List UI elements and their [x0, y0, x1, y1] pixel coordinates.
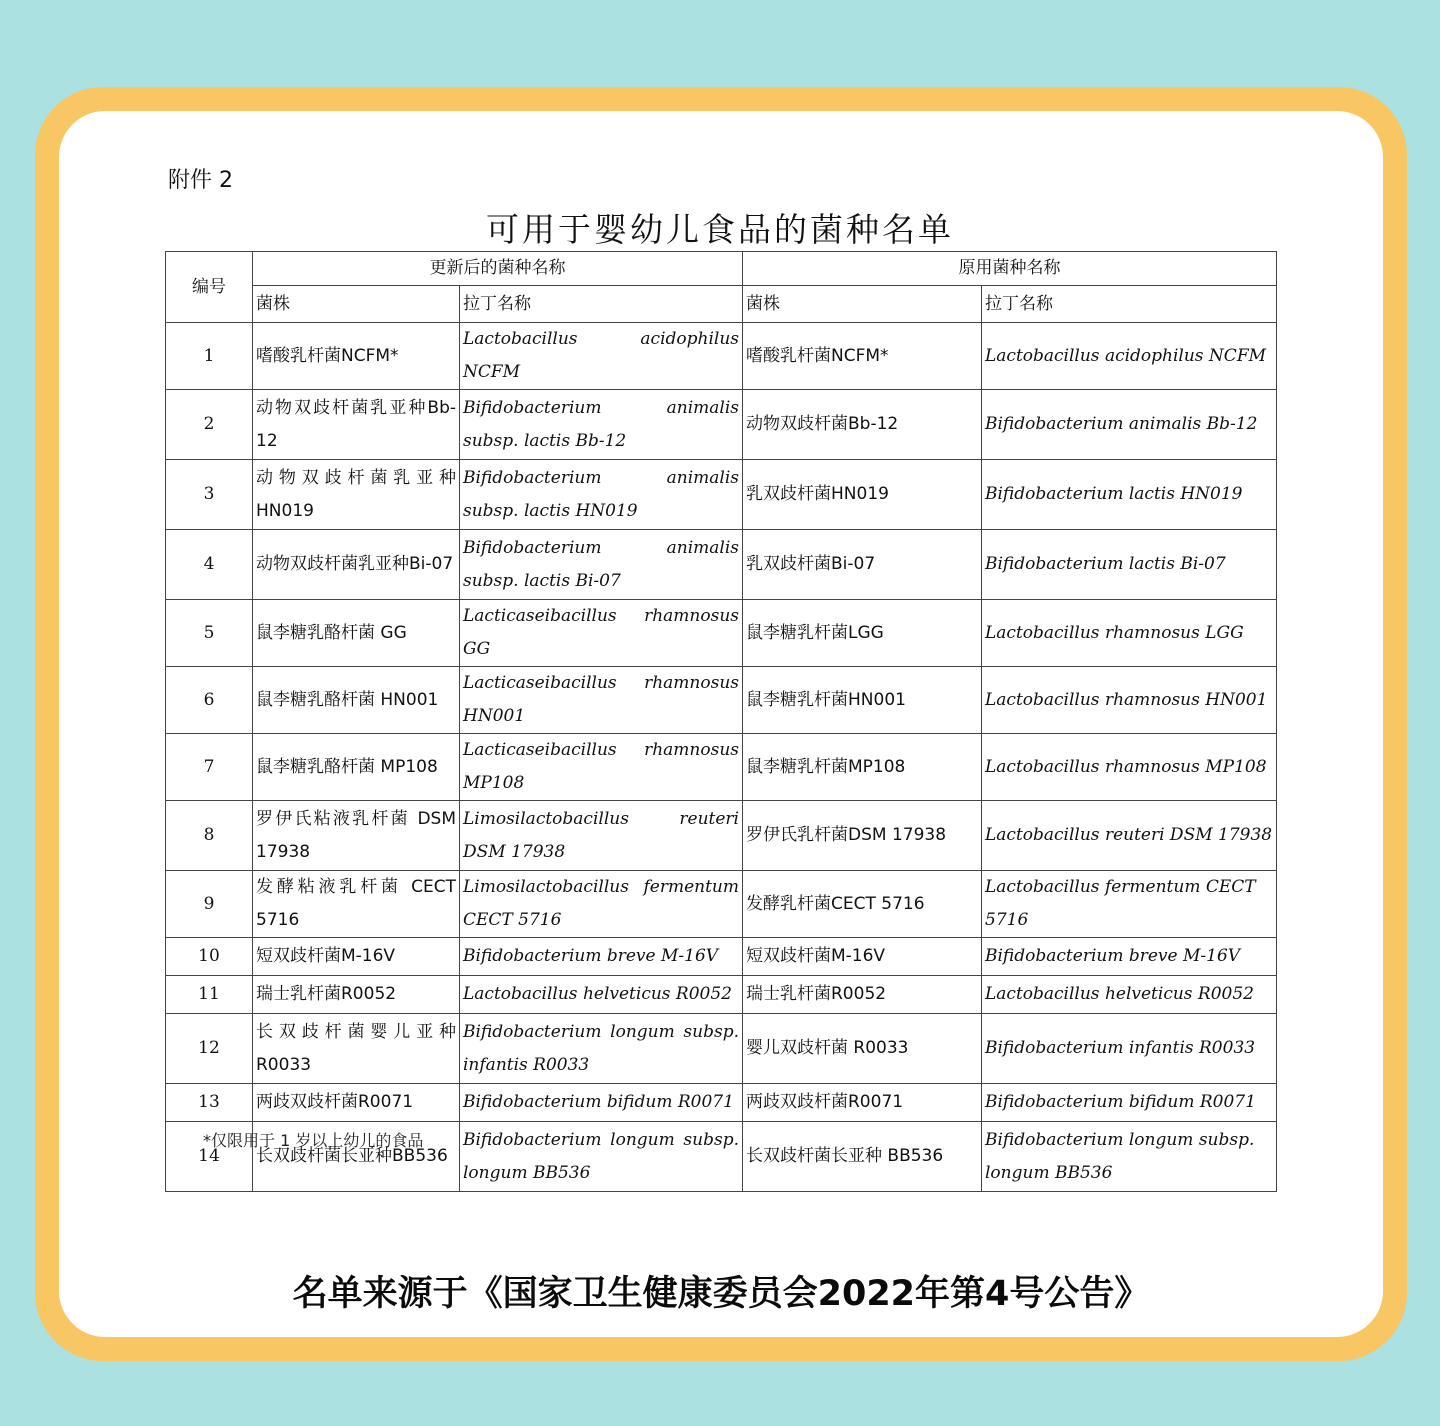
original-strain-name: 鼠李糖乳杆菌MP108 [743, 734, 982, 801]
original-latin-name: Lactobacillus rhamnosus MP108 [982, 734, 1277, 801]
attachment-label: 附件 2 [168, 168, 233, 193]
original-strain-name: 鼠李糖乳杆菌LGG [743, 600, 982, 667]
original-strain-name: 长双歧杆菌长亚种 BB536 [743, 1122, 982, 1192]
header-original-strain: 菌株 [743, 286, 982, 323]
table-row [166, 667, 1277, 734]
row-number: 5 [166, 600, 253, 667]
original-strain-name: 两歧双歧杆菌R0071 [743, 1084, 982, 1122]
row-number: 12 [166, 1014, 253, 1084]
table-row [166, 1014, 1277, 1084]
updated-strain-name: 鼠李糖乳酪杆菌 MP108 [253, 734, 460, 801]
original-strain-name: 乳双歧杆菌Bi-07 [743, 530, 982, 600]
original-latin-name: Lactobacillus reuteri DSM 17938 [982, 801, 1277, 871]
original-strain-name: 鼠李糖乳杆菌HN001 [743, 667, 982, 734]
table-row [166, 871, 1277, 938]
row-number: 3 [166, 460, 253, 530]
header-number: 编号 [166, 252, 253, 323]
original-latin-name: Lactobacillus rhamnosus LGG [982, 600, 1277, 667]
updated-strain-name: 长双歧杆菌长亚种BB536 [253, 1122, 460, 1192]
updated-strain-name: 瑞士乳杆菌R0052 [253, 976, 460, 1014]
updated-strain-name: 发酵粘液乳杆菌 CECT 5716 [253, 871, 460, 938]
updated-strain-name: 两歧双歧杆菌R0071 [253, 1084, 460, 1122]
updated-strain-name: 动物双歧杆菌乳亚种Bi-07 [253, 530, 460, 600]
original-latin-name: Lactobacillus rhamnosus HN001 [982, 667, 1277, 734]
row-number: 7 [166, 734, 253, 801]
table-row [166, 460, 1277, 530]
updated-latin-name: Limosilactobacillus fermentum CECT 5716 [460, 871, 743, 938]
original-strain-name: 短双歧杆菌M-16V [743, 938, 982, 976]
row-number: 14 [166, 1122, 253, 1192]
table-row [166, 600, 1277, 667]
original-latin-name: Lactobacillus helveticus R0052 [982, 976, 1277, 1014]
header-original-names: 原用菌种名称 [743, 252, 1277, 286]
row-number: 1 [166, 323, 253, 390]
updated-latin-name: Lactobacillus helveticus R0052 [460, 976, 743, 1014]
original-latin-name: Bifidobacterium lactis HN019 [982, 460, 1277, 530]
header-updated-latin: 拉丁名称 [460, 286, 743, 323]
row-number: 10 [166, 938, 253, 976]
table-row [166, 323, 1277, 390]
source-caption: 名单来源于《国家卫生健康委员会2022年第4号公告》 [292, 1274, 1150, 1314]
row-number: 9 [166, 871, 253, 938]
original-strain-name: 嗜酸乳杆菌NCFM* [743, 323, 982, 390]
updated-latin-name: Lacticaseibacillus rhamnosus HN001 [460, 667, 743, 734]
updated-latin-name: Limosilactobacillus reuteri DSM 17938 [460, 801, 743, 871]
updated-latin-name: Bifidobacterium animalis subsp. lactis HN019 [460, 460, 743, 530]
updated-latin-name: Bifidobacterium animalis subsp. lactis Bb-12 [460, 390, 743, 460]
updated-strain-name: 鼠李糖乳酪杆菌 HN001 [253, 667, 460, 734]
original-latin-name: Bifidobacterium infantis R0033 [982, 1014, 1277, 1084]
table-row [166, 734, 1277, 801]
row-number: 4 [166, 530, 253, 600]
original-latin-name: Bifidobacterium breve M-16V [982, 938, 1277, 976]
document-title: 可用于婴幼儿食品的菌种名单 [486, 210, 954, 249]
header-original-latin: 拉丁名称 [982, 286, 1277, 323]
table-row [166, 938, 1277, 976]
original-latin-name: Bifidobacterium bifidum R0071 [982, 1084, 1277, 1122]
original-strain-name: 婴儿双歧杆菌 R0033 [743, 1014, 982, 1084]
updated-strain-name: 鼠李糖乳酪杆菌 GG [253, 600, 460, 667]
original-latin-name: Bifidobacterium lactis Bi-07 [982, 530, 1277, 600]
updated-strain-name: 动物双歧杆菌乳亚种HN019 [253, 460, 460, 530]
updated-latin-name: Bifidobacterium breve M-16V [460, 938, 743, 976]
row-number: 11 [166, 976, 253, 1014]
original-strain-name: 发酵乳杆菌CECT 5716 [743, 871, 982, 938]
original-strain-name: 罗伊氏乳杆菌DSM 17938 [743, 801, 982, 871]
original-strain-name: 瑞士乳杆菌R0052 [743, 976, 982, 1014]
row-number: 2 [166, 390, 253, 460]
updated-latin-name: Lacticaseibacillus rhamnosus GG [460, 600, 743, 667]
footnote: *仅限用于 1 岁以上幼儿的食品 [203, 1131, 424, 1150]
strain-table [165, 251, 1277, 1192]
updated-strain-name: 动物双歧杆菌乳亚种Bb-12 [253, 390, 460, 460]
table-row [166, 976, 1277, 1014]
updated-latin-name: Lactobacillus acidophilus NCFM [460, 323, 743, 390]
updated-strain-name: 短双歧杆菌M-16V [253, 938, 460, 976]
updated-latin-name: Lacticaseibacillus rhamnosus MP108 [460, 734, 743, 801]
updated-latin-name: Bifidobacterium animalis subsp. lactis Bi-07 [460, 530, 743, 600]
row-number: 6 [166, 667, 253, 734]
table-row [166, 530, 1277, 600]
table-row [166, 1084, 1277, 1122]
row-number: 13 [166, 1084, 253, 1122]
original-strain-name: 动物双歧杆菌Bb-12 [743, 390, 982, 460]
original-latin-name: Lactobacillus acidophilus NCFM [982, 323, 1277, 390]
original-strain-name: 乳双歧杆菌HN019 [743, 460, 982, 530]
updated-strain-name: 罗伊氏粘液乳杆菌 DSM 17938 [253, 801, 460, 871]
original-latin-name: Lactobacillus fermentum CECT 5716 [982, 871, 1277, 938]
updated-latin-name: Bifidobacterium bifidum R0071 [460, 1084, 743, 1122]
table-row [166, 801, 1277, 871]
header-updated-strain: 菌株 [253, 286, 460, 323]
updated-latin-name: Bifidobacterium longum subsp. longum BB536 [460, 1122, 743, 1192]
row-number: 8 [166, 801, 253, 871]
original-latin-name: Bifidobacterium animalis Bb-12 [982, 390, 1277, 460]
table-body [166, 323, 1277, 1192]
original-latin-name: Bifidobacterium longum subsp. longum BB536 [982, 1122, 1277, 1192]
header-updated-names: 更新后的菌种名称 [253, 252, 743, 286]
updated-strain-name: 长双歧杆菌婴儿亚种R0033 [253, 1014, 460, 1084]
updated-strain-name: 嗜酸乳杆菌NCFM* [253, 323, 460, 390]
updated-latin-name: Bifidobacterium longum subsp. infantis R0033 [460, 1014, 743, 1084]
table-row [166, 390, 1277, 460]
